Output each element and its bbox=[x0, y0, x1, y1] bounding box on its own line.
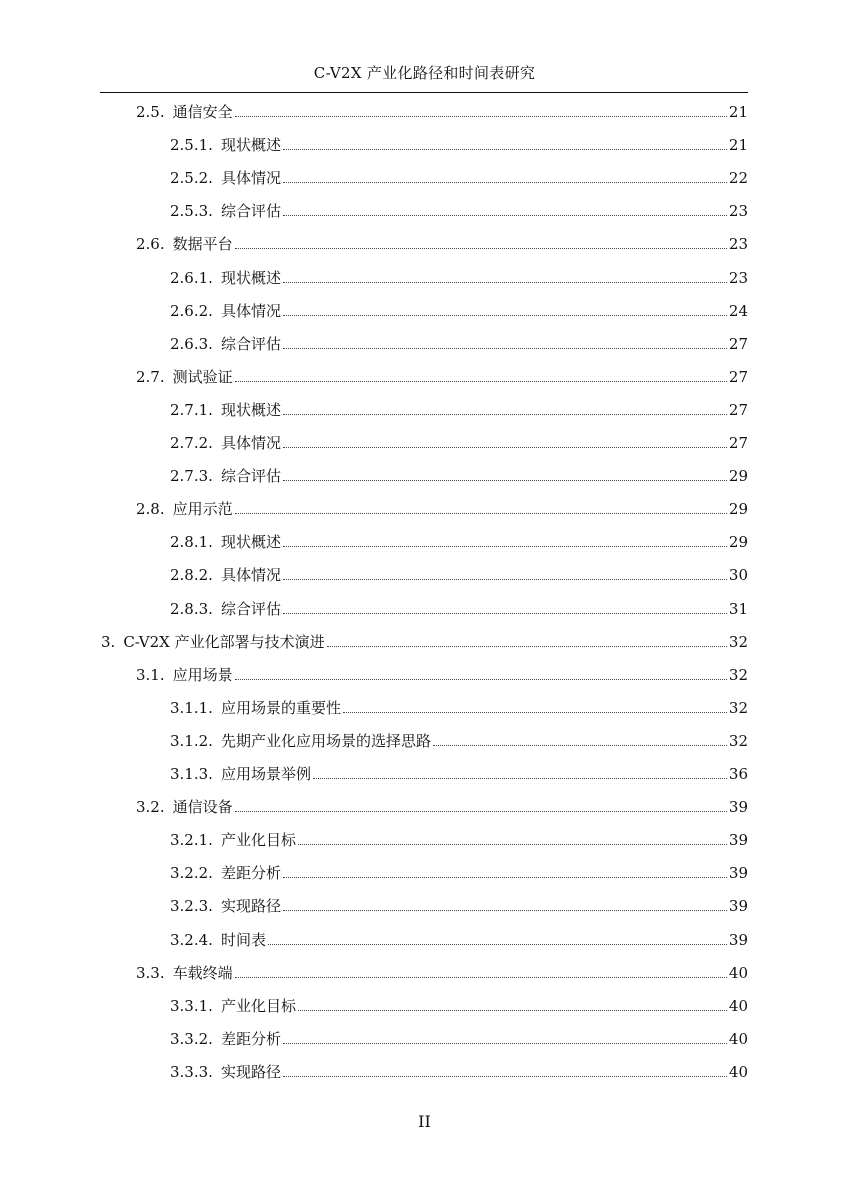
toc-leader-dots bbox=[283, 1076, 727, 1077]
toc-entry-page: 39 bbox=[728, 930, 748, 949]
toc-entry-number: 2.5.2. bbox=[170, 169, 213, 188]
toc-entry-page: 29 bbox=[728, 533, 748, 552]
toc-entry-page: 27 bbox=[728, 400, 748, 419]
toc-entry-title: 应用场景举例 bbox=[220, 765, 311, 783]
toc-entry-title: 数据平台 bbox=[172, 235, 233, 254]
toc-entry-title: 现状概述 bbox=[220, 268, 281, 287]
toc-entry-number: 2.8. bbox=[136, 500, 165, 519]
toc-entry-page: 30 bbox=[728, 566, 748, 585]
toc-leader-dots bbox=[283, 414, 727, 415]
toc-leader-dots bbox=[283, 910, 727, 911]
toc-entry[interactable] bbox=[170, 598, 748, 620]
toc-leader-dots bbox=[283, 315, 727, 316]
toc-entry-title: 实现路径 bbox=[220, 897, 281, 916]
toc-entry[interactable] bbox=[136, 664, 748, 686]
toc-leader-dots bbox=[235, 811, 727, 812]
toc-entry[interactable] bbox=[170, 763, 748, 785]
toc-entry-page: 29 bbox=[728, 500, 748, 519]
toc-entry-title: 现状概述 bbox=[220, 533, 281, 552]
toc-entry-page: 27 bbox=[728, 367, 748, 386]
toc-leader-dots bbox=[268, 944, 727, 945]
toc-entry-title: C-V2X 产业化部署与技术演进 bbox=[123, 632, 325, 651]
toc-entry-number: 2.8.1. bbox=[170, 533, 213, 552]
toc-entry-page: 27 bbox=[728, 334, 748, 353]
toc-entry-number: 2.6.1. bbox=[170, 268, 213, 287]
toc-leader-dots bbox=[283, 546, 727, 547]
toc-leader-dots bbox=[343, 712, 727, 713]
toc-entry[interactable] bbox=[101, 631, 748, 653]
toc-entry-page: 39 bbox=[728, 831, 748, 850]
toc-entry-number: 3.3.2. bbox=[170, 1029, 213, 1048]
toc-entry-page: 23 bbox=[728, 202, 748, 221]
toc-leader-dots bbox=[235, 977, 727, 978]
toc-leader-dots bbox=[283, 215, 727, 216]
toc-leader-dots bbox=[283, 182, 727, 183]
header-rule bbox=[100, 92, 748, 93]
toc-leader-dots bbox=[283, 877, 727, 878]
toc-entry-number: 3.3. bbox=[136, 963, 165, 982]
toc-entry-title: 实现路径 bbox=[220, 1062, 281, 1081]
toc-entry-page: 32 bbox=[728, 665, 748, 684]
toc-entry-number: 3.2.4. bbox=[170, 930, 213, 949]
toc-entry-page: 40 bbox=[728, 1062, 748, 1081]
toc-entry-title: 时间表 bbox=[220, 930, 266, 949]
toc-entry-number: 2.8.2. bbox=[170, 566, 213, 585]
toc-leader-dots bbox=[235, 679, 727, 680]
toc-entry-page: 31 bbox=[728, 599, 748, 618]
toc-entry[interactable] bbox=[136, 498, 748, 520]
toc-leader-dots bbox=[283, 149, 727, 150]
toc-leader-dots bbox=[235, 116, 727, 117]
toc-entry-page: 40 bbox=[728, 1029, 748, 1048]
toc-entry[interactable] bbox=[170, 333, 748, 355]
toc-entry-number: 3.2.2. bbox=[170, 864, 213, 883]
toc-entry[interactable] bbox=[170, 895, 748, 917]
toc-entry-title: 综合评估 bbox=[220, 467, 281, 486]
toc-leader-dots bbox=[298, 844, 727, 845]
toc-entry[interactable] bbox=[170, 564, 748, 586]
toc-entry-title: 综合评估 bbox=[220, 202, 281, 221]
toc-entry-number: 2.8.3. bbox=[170, 599, 213, 618]
toc-entry-number: 2.7.2. bbox=[170, 434, 213, 452]
toc-entry-title: 测试验证 bbox=[172, 367, 233, 386]
toc-entry-number: 2.5.3. bbox=[170, 202, 213, 221]
toc-entry[interactable] bbox=[136, 962, 748, 984]
toc-entry-page: 40 bbox=[728, 963, 748, 982]
toc-entry-title: 具体情况 bbox=[220, 566, 281, 585]
toc-leader-dots bbox=[283, 613, 727, 614]
toc-entry[interactable] bbox=[170, 399, 748, 421]
toc-entry-page: 21 bbox=[728, 136, 748, 155]
page-number: II bbox=[418, 1112, 431, 1131]
toc-leader-dots bbox=[313, 778, 727, 779]
toc-entry-page: 32 bbox=[728, 632, 748, 651]
toc-leader-dots bbox=[283, 480, 727, 481]
toc-entry[interactable] bbox=[170, 995, 748, 1017]
toc-entry-title: 差距分析 bbox=[220, 1029, 281, 1048]
toc-entry[interactable] bbox=[170, 267, 748, 289]
toc-entry-page: 39 bbox=[728, 864, 748, 883]
toc-leader-dots bbox=[235, 513, 727, 514]
toc-entry-title: 现状概述 bbox=[220, 400, 281, 419]
toc-entry-page: 22 bbox=[728, 169, 748, 188]
toc-entry-page: 39 bbox=[728, 897, 748, 916]
toc-entry[interactable] bbox=[170, 730, 748, 752]
toc-entry-number: 3.2. bbox=[136, 798, 165, 817]
toc-entry-number: 3.1.1. bbox=[170, 698, 213, 717]
toc-leader-dots bbox=[283, 447, 727, 448]
toc-entry-title: 综合评估 bbox=[220, 599, 281, 618]
toc-entry-title: 产业化目标 bbox=[220, 996, 296, 1015]
toc-leader-dots bbox=[283, 1043, 727, 1044]
toc-entry-title: 通信安全 bbox=[172, 103, 233, 121]
toc-entry[interactable] bbox=[136, 366, 748, 388]
toc-entry-number: 3.1.3. bbox=[170, 765, 213, 783]
toc-entry-number: 3.1. bbox=[136, 665, 165, 684]
toc-entry-title: 应用示范 bbox=[172, 500, 233, 519]
toc-leader-dots bbox=[298, 1010, 727, 1011]
toc-entry-page: 29 bbox=[728, 467, 748, 486]
toc-entry-number: 2.6. bbox=[136, 235, 165, 254]
toc-entry-page: 32 bbox=[728, 731, 748, 750]
toc-entry[interactable] bbox=[170, 300, 748, 322]
toc-entry-number: 2.7.1. bbox=[170, 400, 213, 419]
toc-entry-number: 3.2.3. bbox=[170, 897, 213, 916]
toc-entry-title: 产业化目标 bbox=[220, 831, 296, 850]
toc-entry[interactable] bbox=[170, 200, 748, 222]
toc-leader-dots bbox=[235, 248, 727, 249]
toc-entry[interactable] bbox=[170, 167, 748, 189]
toc-entry-page: 40 bbox=[728, 996, 748, 1015]
toc-entry-number: 3. bbox=[101, 632, 116, 651]
toc-leader-dots bbox=[433, 745, 727, 746]
toc-entry[interactable] bbox=[136, 796, 748, 818]
toc-entry-page: 23 bbox=[728, 235, 748, 254]
running-header: C-V2X 产业化路径和时间表研究 bbox=[313, 64, 536, 82]
toc-entry[interactable] bbox=[170, 134, 748, 156]
toc-leader-dots bbox=[283, 348, 727, 349]
toc-entry-title: 差距分析 bbox=[220, 864, 281, 883]
toc-entry-page: 27 bbox=[728, 434, 748, 452]
toc-entry-title: 应用场景 bbox=[172, 665, 233, 684]
toc-entry-number: 3.3.1. bbox=[170, 996, 213, 1015]
toc-entry[interactable] bbox=[170, 531, 748, 553]
toc-entry[interactable] bbox=[170, 1028, 748, 1050]
toc-entry-page: 32 bbox=[728, 698, 748, 717]
toc-entry-number: 2.7.3. bbox=[170, 467, 213, 486]
toc-leader-dots bbox=[327, 646, 727, 647]
toc-leader-dots bbox=[283, 579, 727, 580]
toc-entry-number: 2.6.3. bbox=[170, 334, 213, 353]
toc-entry-title: 先期产业化应用场景的选择思路 bbox=[220, 731, 431, 750]
toc-entry-page: 36 bbox=[728, 765, 748, 783]
toc-entry-title: 通信设备 bbox=[172, 798, 233, 817]
toc-entry[interactable] bbox=[170, 697, 748, 719]
toc-entry-number: 3.1.2. bbox=[170, 731, 213, 750]
toc-entry-page: 24 bbox=[728, 301, 748, 320]
toc-entry-number: 2.5. bbox=[136, 103, 165, 121]
toc-entry[interactable] bbox=[170, 1061, 748, 1083]
toc-entry-title: 综合评估 bbox=[220, 334, 281, 353]
toc-entry-title: 现状概述 bbox=[220, 136, 281, 155]
toc-entry[interactable] bbox=[136, 101, 748, 123]
toc-entry-page: 39 bbox=[728, 798, 748, 817]
toc-entry-number: 2.6.2. bbox=[170, 301, 213, 320]
toc-entry-page: 21 bbox=[728, 103, 748, 121]
toc-entry-page: 23 bbox=[728, 268, 748, 287]
toc-entry-title: 车载终端 bbox=[172, 963, 233, 982]
toc-entry-title: 具体情况 bbox=[220, 301, 281, 320]
toc-entry[interactable] bbox=[170, 829, 748, 851]
toc-entry[interactable] bbox=[136, 233, 748, 255]
toc-entry-title: 应用场景的重要性 bbox=[220, 698, 341, 717]
toc-entry-title: 具体情况 bbox=[220, 169, 281, 188]
toc-entry[interactable] bbox=[170, 465, 748, 487]
toc-entry[interactable] bbox=[170, 862, 748, 884]
toc-entry-number: 3.3.3. bbox=[170, 1062, 213, 1081]
toc-leader-dots bbox=[283, 282, 727, 283]
toc-entry[interactable] bbox=[170, 929, 748, 951]
toc-entry-title: 具体情况 bbox=[220, 434, 281, 452]
toc-entry-number: 3.2.1. bbox=[170, 831, 213, 850]
toc-entry-number: 2.5.1. bbox=[170, 136, 213, 155]
toc-entry[interactable] bbox=[170, 432, 748, 454]
toc-entry-number: 2.7. bbox=[136, 367, 165, 386]
toc-leader-dots bbox=[235, 381, 727, 382]
